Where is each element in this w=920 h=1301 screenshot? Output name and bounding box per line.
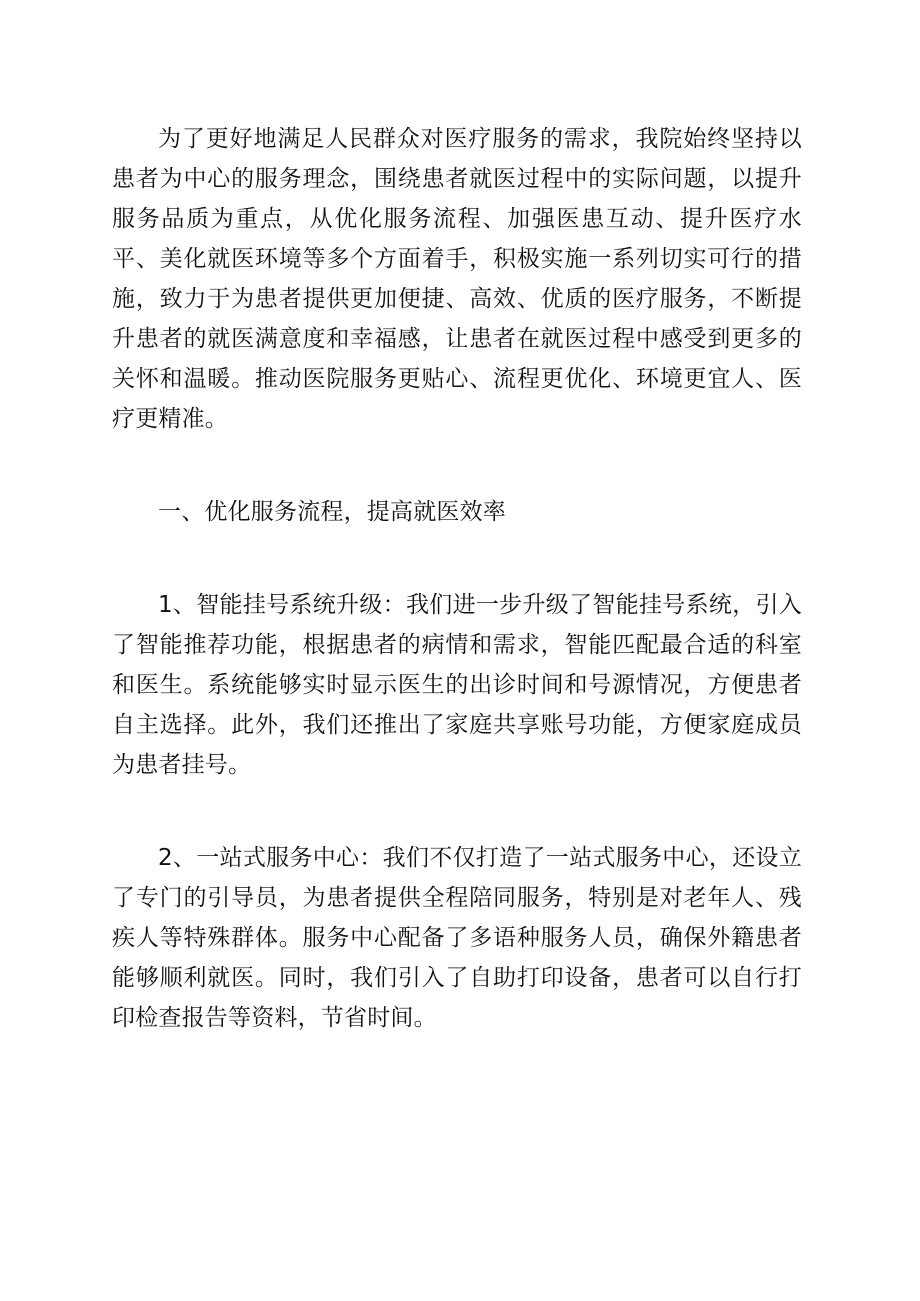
item-paragraph-2: 2、一站式服务中心：我们不仅打造了一站式服务中心，还设立了专门的引导员，为患者提供全程陪同服务，特别是对老年人、残疾人等特殊群体。服务中心配备了多语种服务人员，确保外籍患者能够顺利就医。同时，我们引入了自助打印设备，患者可以自行打印检查报告等资料，节省时间。 [112,845,802,1031]
document-body [112,119,802,1038]
item-paragraph-1: 1、智能挂号系统升级：我们进一步升级了智能挂号系统，引入了智能推荐功能，根据患者的病情和需求，智能匹配最合适的科室和医生。系统能够实时显示医生的出诊时间和号源情况，方便患者自主选择。此外，我们还推出了家庭共享账号功能，方便家庭成员为患者挂号。 [112,592,802,778]
intro-paragraph: 为了更好地满足人民群众对医疗服务的需求，我院始终坚持以患者为中心的服务理念，围绕患者就医过程中的实际问题，以提升服务品质为重点，从优化服务流程、加强医患互动、提升医疗水平、美化就医环境等多个方面着手，积极实施一系列切实可行的措施，致力于为患者提供更加便捷、高效、优质的医疗服务，不断提升患者的就医满意度和幸福感，让患者在就医过程中感受到更多的关怀和温暖。推动医院服务更贴心、流程更优化、环境更宜人、医疗更精准。 [112,126,802,432]
section-heading: 一、优化服务流程，提高就医效率 [158,499,506,525]
